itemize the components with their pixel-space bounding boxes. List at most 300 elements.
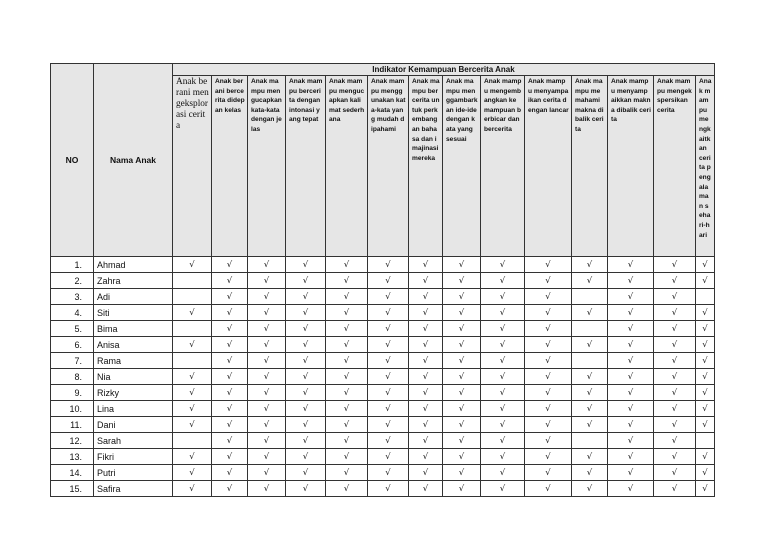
indicator-header-3: Anak mampu mengucapkan kata-kata dengan jelas [248, 76, 286, 257]
indicator-cell [608, 433, 654, 449]
check-mark-icon: √ [671, 340, 678, 350]
table-row [51, 433, 715, 449]
check-mark-icon: √ [263, 260, 270, 270]
table-row [51, 481, 715, 497]
indicator-cell [572, 353, 608, 369]
check-mark-icon: √ [302, 276, 309, 286]
check-mark-icon: √ [545, 292, 551, 302]
check-mark-icon: √ [302, 404, 309, 414]
indicator-cell [286, 417, 326, 433]
row-number: 15. [51, 481, 94, 497]
student-name: Safira [94, 481, 173, 497]
check-mark-icon: √ [226, 324, 233, 334]
check-mark-icon: √ [499, 356, 506, 366]
check-mark-icon: √ [263, 452, 270, 462]
indicator-cell [286, 289, 326, 305]
check-mark-icon: √ [702, 260, 708, 270]
indicator-cell [481, 465, 525, 481]
indicator-cell [654, 433, 696, 449]
indicator-cell [608, 385, 654, 401]
check-mark-icon: √ [422, 484, 429, 494]
row-number: 2. [51, 273, 94, 289]
check-mark-icon: √ [545, 452, 551, 462]
check-mark-icon: √ [385, 324, 391, 334]
indicator-cell [654, 321, 696, 337]
indicator-cell [212, 257, 248, 273]
indicator-cell [326, 289, 368, 305]
indicator-cell [572, 305, 608, 321]
indicator-cell [525, 385, 572, 401]
check-mark-icon: √ [627, 308, 634, 318]
indicator-cell [326, 433, 368, 449]
indicator-cell [443, 465, 481, 481]
indicator-cell [608, 289, 654, 305]
check-mark-icon: √ [702, 372, 708, 382]
check-mark-icon: √ [226, 356, 233, 366]
indicator-header-12: Anak mampu menyampaikkan makna dibalik cerita [608, 76, 654, 257]
row-number: 5. [51, 321, 94, 337]
indicator-cell [286, 433, 326, 449]
indicator-cell [481, 273, 525, 289]
indicator-cell [481, 353, 525, 369]
check-mark-icon: √ [545, 356, 551, 366]
indicator-header-11: Anak mampu memahami makna dibalik cerita [572, 76, 608, 257]
indicator-header-4: Anak mampu bercerita dengan intonasi yang tepat [286, 76, 326, 257]
indicator-cell [696, 433, 715, 449]
student-name: Fikri [94, 449, 173, 465]
check-mark-icon: √ [343, 420, 350, 430]
indicator-cell [525, 433, 572, 449]
indicator-cell [572, 257, 608, 273]
indicator-cell [654, 465, 696, 481]
indicator-cell [173, 353, 212, 369]
indicator-cell [326, 353, 368, 369]
indicator-cell [608, 273, 654, 289]
indicator-cell [286, 369, 326, 385]
check-mark-icon: √ [385, 452, 391, 462]
row-number: 8. [51, 369, 94, 385]
row-number: 9. [51, 385, 94, 401]
check-mark-icon: √ [422, 436, 429, 446]
indicator-cell [608, 353, 654, 369]
check-mark-icon: √ [263, 388, 270, 398]
check-mark-icon: √ [586, 276, 593, 286]
indicator-cell [326, 401, 368, 417]
check-mark-icon: √ [671, 468, 678, 478]
check-mark-icon: √ [545, 388, 551, 398]
indicator-cell [443, 305, 481, 321]
table-row [51, 305, 715, 321]
check-mark-icon: √ [458, 276, 465, 286]
row-number: 13. [51, 449, 94, 465]
indicator-cell [654, 385, 696, 401]
indicator-header-6: Anak mampu menggunakan kata-kata yang mudah dipahami [368, 76, 409, 257]
indicator-cell [248, 449, 286, 465]
check-mark-icon: √ [302, 324, 309, 334]
indicator-cell [326, 257, 368, 273]
table-row [51, 353, 715, 369]
check-mark-icon: √ [422, 324, 429, 334]
indicator-cell [525, 321, 572, 337]
check-mark-icon: √ [422, 420, 429, 430]
check-mark-icon: √ [545, 404, 551, 414]
check-mark-icon: √ [458, 436, 465, 446]
indicator-header-9: Anak mampu mengembangkan kemampuan berbicar dan bercerita [481, 76, 525, 257]
indicator-cell [608, 449, 654, 465]
indicator-cell [608, 305, 654, 321]
check-mark-icon: √ [263, 292, 270, 302]
check-mark-icon: √ [545, 276, 551, 286]
indicator-cell [326, 385, 368, 401]
check-mark-icon: √ [226, 260, 233, 270]
check-mark-icon: √ [627, 276, 634, 286]
indicator-cell [608, 401, 654, 417]
indicator-cell [572, 369, 608, 385]
indicator-cell [572, 385, 608, 401]
check-mark-icon: √ [385, 404, 391, 414]
check-mark-icon: √ [586, 308, 593, 318]
indicator-cell [248, 257, 286, 273]
student-name: Sarah [94, 433, 173, 449]
indicator-cell [368, 257, 409, 273]
check-mark-icon: √ [627, 468, 634, 478]
indicator-cell [572, 321, 608, 337]
check-mark-icon: √ [671, 372, 678, 382]
check-mark-icon: √ [343, 340, 350, 350]
indicator-header-5: Anak mampu mengucapkan kalimat sederhana [326, 76, 368, 257]
check-mark-icon: √ [458, 468, 465, 478]
indicator-cell [572, 449, 608, 465]
check-mark-icon: √ [458, 340, 465, 350]
check-mark-icon: √ [343, 308, 350, 318]
student-name: Nia [94, 369, 173, 385]
student-name: Rama [94, 353, 173, 369]
table-row [51, 273, 715, 289]
check-mark-icon: √ [671, 436, 678, 446]
indicator-cell [572, 273, 608, 289]
check-mark-icon: √ [385, 436, 391, 446]
check-mark-icon: √ [385, 292, 391, 302]
indicator-cell [409, 465, 443, 481]
indicator-cell [248, 321, 286, 337]
row-number: 1. [51, 257, 94, 273]
check-mark-icon: √ [545, 340, 551, 350]
check-mark-icon: √ [302, 340, 309, 350]
check-mark-icon: √ [343, 260, 350, 270]
check-mark-icon: √ [671, 404, 678, 414]
no-column-header: NO [51, 64, 94, 257]
check-mark-icon: √ [263, 404, 270, 414]
indicator-cell [248, 465, 286, 481]
indicator-cell [481, 321, 525, 337]
check-mark-icon: √ [302, 292, 309, 302]
check-mark-icon: √ [586, 404, 593, 414]
indicator-cell [368, 385, 409, 401]
indicator-cell [525, 449, 572, 465]
table-row [51, 321, 715, 337]
indicator-cell [608, 257, 654, 273]
check-mark-icon: √ [263, 436, 270, 446]
check-mark-icon: √ [702, 356, 708, 366]
indicator-header-13: Anak mampu mengekspersikan cerita [654, 76, 696, 257]
check-mark-icon: √ [263, 324, 270, 334]
indicator-cell [525, 257, 572, 273]
check-mark-icon: √ [226, 436, 233, 446]
indicator-cell [286, 449, 326, 465]
row-number: 10. [51, 401, 94, 417]
row-number: 4. [51, 305, 94, 321]
indicator-cell [654, 481, 696, 497]
indicator-cell [173, 369, 212, 385]
indicator-cell [326, 337, 368, 353]
indicator-header-10: Anak mampu menyampaikan cerita dengan lancar [525, 76, 572, 257]
indicator-cell [368, 369, 409, 385]
indicator-cell [326, 321, 368, 337]
indicator-cell [173, 481, 212, 497]
check-mark-icon: √ [586, 260, 593, 270]
check-mark-icon: √ [343, 404, 350, 414]
check-mark-icon: √ [422, 372, 429, 382]
indicator-cell [443, 369, 481, 385]
indicator-cell [409, 353, 443, 369]
check-mark-icon: √ [671, 452, 678, 462]
indicator-cell [696, 401, 715, 417]
indicator-cell [654, 417, 696, 433]
check-mark-icon: √ [499, 276, 506, 286]
indicator-cell [368, 305, 409, 321]
indicator-cell [409, 257, 443, 273]
indicator-cell [409, 481, 443, 497]
indicator-cell [248, 481, 286, 497]
indicator-cell [212, 369, 248, 385]
check-mark-icon: √ [422, 276, 429, 286]
check-mark-icon: √ [586, 340, 593, 350]
indicator-cell [481, 433, 525, 449]
check-mark-icon: √ [226, 308, 233, 318]
check-mark-icon: √ [702, 404, 708, 414]
check-mark-icon: √ [671, 260, 678, 270]
indicator-cell [525, 417, 572, 433]
indicator-cell [286, 305, 326, 321]
indicator-cell [525, 289, 572, 305]
indicator-cell [572, 401, 608, 417]
indicator-cell [443, 257, 481, 273]
check-mark-icon: √ [702, 420, 708, 430]
check-mark-icon: √ [586, 484, 593, 494]
indicator-cell [248, 417, 286, 433]
indicator-cell [443, 449, 481, 465]
check-mark-icon: √ [499, 324, 506, 334]
indicator-cell [409, 273, 443, 289]
indicator-cell [696, 369, 715, 385]
check-mark-icon: √ [499, 340, 506, 350]
student-name: Anisa [94, 337, 173, 353]
indicator-cell [525, 305, 572, 321]
check-mark-icon: √ [343, 276, 350, 286]
check-mark-icon: √ [499, 484, 506, 494]
assessment-table [50, 63, 715, 497]
indicator-cell [286, 273, 326, 289]
check-mark-icon: √ [189, 260, 195, 270]
indicator-cell [443, 353, 481, 369]
indicator-cell [368, 273, 409, 289]
indicator-cell [368, 465, 409, 481]
indicator-cell [481, 481, 525, 497]
indicator-cell [286, 257, 326, 273]
indicator-cell [248, 337, 286, 353]
indicator-cell [572, 433, 608, 449]
check-mark-icon: √ [627, 340, 634, 350]
check-mark-icon: √ [586, 452, 593, 462]
indicator-cell [286, 385, 326, 401]
check-mark-icon: √ [263, 308, 270, 318]
student-name: Dani [94, 417, 173, 433]
indicator-cell [654, 289, 696, 305]
table-row [51, 257, 715, 273]
indicator-cell [572, 417, 608, 433]
indicator-group-header: Indikator Kemampuan Bercerita Anak [173, 64, 715, 76]
indicator-cell [248, 401, 286, 417]
check-mark-icon: √ [263, 356, 270, 366]
indicator-cell [173, 417, 212, 433]
check-mark-icon: √ [702, 388, 708, 398]
row-number: 3. [51, 289, 94, 305]
check-mark-icon: √ [586, 468, 593, 478]
indicator-cell [481, 305, 525, 321]
indicator-cell [654, 369, 696, 385]
check-mark-icon: √ [627, 388, 634, 398]
indicator-cell [286, 465, 326, 481]
check-mark-icon: √ [385, 484, 391, 494]
check-mark-icon: √ [671, 420, 678, 430]
indicator-cell [654, 305, 696, 321]
indicator-cell [286, 481, 326, 497]
indicator-cell [286, 353, 326, 369]
indicator-cell [654, 337, 696, 353]
indicator-cell [368, 401, 409, 417]
indicator-cell [696, 465, 715, 481]
check-mark-icon: √ [189, 404, 195, 414]
check-mark-icon: √ [499, 452, 506, 462]
check-mark-icon: √ [671, 292, 678, 302]
indicator-cell [368, 449, 409, 465]
indicator-cell [409, 385, 443, 401]
check-mark-icon: √ [226, 468, 233, 478]
indicator-cell [248, 353, 286, 369]
indicator-cell [409, 401, 443, 417]
student-name: Bima [94, 321, 173, 337]
student-name: Adi [94, 289, 173, 305]
check-mark-icon: √ [226, 340, 233, 350]
check-mark-icon: √ [545, 308, 551, 318]
check-mark-icon: √ [385, 388, 391, 398]
check-mark-icon: √ [458, 420, 465, 430]
indicator-cell [409, 321, 443, 337]
check-mark-icon: √ [189, 468, 195, 478]
student-name: Siti [94, 305, 173, 321]
check-mark-icon: √ [385, 356, 391, 366]
indicator-cell [443, 273, 481, 289]
indicator-cell [696, 305, 715, 321]
indicator-cell [173, 289, 212, 305]
check-mark-icon: √ [385, 276, 391, 286]
indicator-cell [696, 417, 715, 433]
check-mark-icon: √ [458, 356, 465, 366]
table-body [51, 257, 715, 497]
indicator-cell [212, 385, 248, 401]
indicator-header-14: Anak mampu mengkaitkan cerita pengalaman sehari-hari [696, 76, 715, 257]
indicator-cell [443, 337, 481, 353]
indicator-cell [481, 257, 525, 273]
table-row [51, 337, 715, 353]
indicator-cell [525, 465, 572, 481]
indicator-cell [212, 273, 248, 289]
indicator-cell [608, 481, 654, 497]
indicator-header-8: Anak mampu menggambarkan ide-ide dengan kata yang sesuai [443, 76, 481, 257]
check-mark-icon: √ [422, 388, 429, 398]
check-mark-icon: √ [458, 308, 465, 318]
indicator-cell [443, 481, 481, 497]
check-mark-icon: √ [226, 404, 233, 414]
indicator-cell [409, 417, 443, 433]
indicator-cell [248, 369, 286, 385]
indicator-cell [443, 289, 481, 305]
row-number: 14. [51, 465, 94, 481]
check-mark-icon: √ [343, 484, 350, 494]
indicator-cell [481, 449, 525, 465]
check-mark-icon: √ [385, 340, 391, 350]
table-row [51, 465, 715, 481]
indicator-cell [248, 273, 286, 289]
check-mark-icon: √ [226, 452, 233, 462]
indicator-cell [212, 321, 248, 337]
check-mark-icon: √ [499, 404, 506, 414]
indicator-cell [481, 401, 525, 417]
check-mark-icon: √ [226, 292, 233, 302]
indicator-cell [608, 337, 654, 353]
check-mark-icon: √ [586, 388, 593, 398]
check-mark-icon: √ [458, 452, 465, 462]
indicator-cell [696, 337, 715, 353]
indicator-cell [368, 417, 409, 433]
indicator-cell [696, 481, 715, 497]
indicator-cell [525, 481, 572, 497]
indicator-cell [173, 305, 212, 321]
indicator-cell [173, 321, 212, 337]
check-mark-icon: √ [627, 452, 634, 462]
indicator-cell [173, 401, 212, 417]
check-mark-icon: √ [545, 324, 551, 334]
indicator-cell [212, 289, 248, 305]
indicator-cell [443, 417, 481, 433]
check-mark-icon: √ [422, 404, 429, 414]
check-mark-icon: √ [422, 292, 429, 302]
indicator-cell [481, 337, 525, 353]
check-mark-icon: √ [458, 404, 465, 414]
check-mark-icon: √ [422, 340, 429, 350]
indicator-cell [525, 401, 572, 417]
check-mark-icon: √ [499, 468, 506, 478]
check-mark-icon: √ [702, 324, 708, 334]
check-mark-icon: √ [263, 276, 270, 286]
indicator-cell [696, 273, 715, 289]
indicator-cell [608, 465, 654, 481]
check-mark-icon: √ [702, 340, 708, 350]
check-mark-icon: √ [586, 372, 593, 382]
check-mark-icon: √ [189, 452, 195, 462]
table-row [51, 369, 715, 385]
indicator-cell [212, 401, 248, 417]
